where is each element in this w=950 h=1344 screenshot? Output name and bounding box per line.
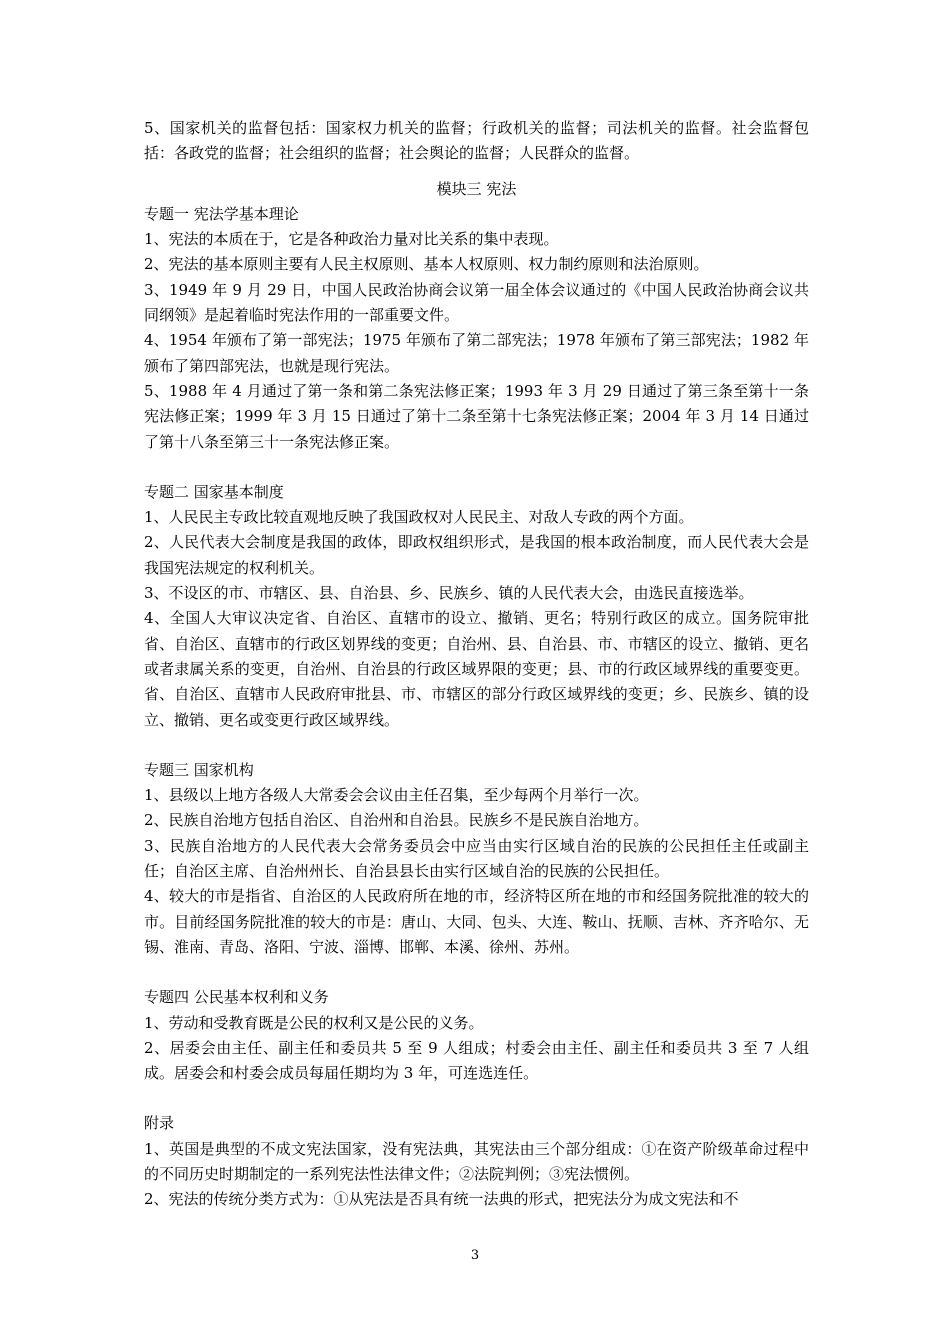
section-spacer [144, 1086, 809, 1111]
list-item: 3、不设区的市、市辖区、县、自治县、乡、民族乡、镇的人民代表大会，由选民直接选举。 [144, 584, 754, 603]
list-item: 1、人民民主专政比较直观地反映了我国政权对人民民主、对敌人专政的两个方面。 [144, 508, 694, 527]
section-heading: 专题二 国家基本制度 [144, 482, 284, 501]
section-heading: 专题三 国家机构 [144, 760, 254, 779]
section-heading: 专题四 公民基本权利和义务 [144, 988, 329, 1007]
document-body [144, 116, 809, 1213]
section-spacer [144, 455, 809, 480]
list-item: 4、1954 年颁布了第一部宪法；1975 年颁布了第二部宪法；1978 年颁布了第三部宪法；1982 年颁布了第四部宪法，也就是现行宪法。 [144, 331, 809, 375]
section-heading: 附录 [144, 1114, 175, 1133]
module-title: 模块三 宪法 [436, 179, 517, 198]
section-spacer [144, 960, 809, 985]
section-heading: 专题一 宪法学基本理论 [144, 204, 299, 223]
list-item: 2、居委会由主任、副主任和委员共 5 至 9 人组成；村委会由主任、副主任和委员共 3 至 7 人组成。居委会和村委会成员每届任期均为 3 年，可连选连任。 [144, 1038, 809, 1083]
list-item: 2、民族自治地方包括自治区、自治州和自治县。民族乡不是民族自治地方。 [144, 811, 649, 830]
section-spacer [144, 733, 809, 758]
list-item: 2、宪法的传统分类方式为：①从宪法是否具有统一法典的形式，把宪法分为成文宪法和不 [144, 1190, 739, 1209]
list-item: 4、全国人大审议决定省、自治区、直辖市的设立、撤销、更名；特别行政区的成立。国务院审批省、自治区、直辖市的行政区划界线的变更；自治州、县、自治县、市、市辖区的设立、撤销、更名或者隶属关系的变更，自治州、自治县的行政区域界限的变更；县、市的行政区域界线的重要变更。省、自治区、直辖市人民政府审批县、市、市辖区的部分行政区域界线的变更；乡、民族乡、镇的设立、撤销、更名或变更行政区域界线。 [144, 609, 809, 729]
list-item: 3、1949 年 9 月 29 日，中国人民政治协商会议第一届全体会议通过的《中国人民政治协商会议共同纲领》是起着临时宪法作用的一部重要文件。 [144, 280, 809, 325]
list-item: 1、县级以上地方各级人大常委会会议由主任召集，至少每两个月举行一次。 [144, 786, 649, 805]
list-item: 4、较大的市是指省、自治区的人民政府所在地的市，经济特区所在地的市和经国务院批准的较大的市。目前经国务院批准的较大的市是：唐山、大同、包头、大连、鞍山、抚顺、吉林、齐齐哈尔、无锡、淮南、青岛、洛阳、宁波、淄博、邯郸、本溪、徐州、苏州。 [144, 887, 809, 956]
page-number: 3 [470, 1248, 480, 1263]
intro-paragraph: 5、国家机关的监督包括：国家权力机关的监督；行政机关的监督；司法机关的监督。社会监督包括：各政党的监督；社会组织的监督；社会舆论的监督；人民群众的监督。 [144, 119, 809, 163]
list-item: 3、民族自治地方的人民代表大会常务委员会中应当由实行区域自治的民族的公民担任主任或副主任；自治区主席、自治州州长、自治县县长由实行区域自治的民族的公民担任。 [144, 836, 809, 881]
list-item: 2、人民代表大会制度是我国的政体，即政权组织形式，是我国的根本政治制度，而人民代表大会是我国宪法规定的权利机关。 [144, 533, 809, 577]
list-item: 5、1988 年 4 月通过了第一条和第二条宪法修正案；1993 年 3 月 29 日通过了第三条至第十一条宪法修正案；1999 年 3 月 15 日通过了第十二条至第十七条宪法修正案；2004 年 3 月 14 日通过了第十八条至第三十一条宪法修正案。 [144, 381, 809, 451]
list-item: 1、英国是典型的不成文宪法国家，没有宪法典，其宪法由三个部分组成：①在资产阶级革命过程中的不同历史时期制定的一系列宪法性法律文件；②法院判例；③宪法惯例。 [144, 1139, 809, 1183]
list-item: 1、宪法的本质在于，它是各种政治力量对比关系的集中表现。 [144, 230, 559, 249]
list-item: 1、劳动和受教育既是公民的权利又是公民的义务。 [144, 1013, 484, 1032]
list-item: 2、宪法的基本原则主要有人民主权原则、基本人权原则、权力制约原则和法治原则。 [144, 255, 709, 274]
